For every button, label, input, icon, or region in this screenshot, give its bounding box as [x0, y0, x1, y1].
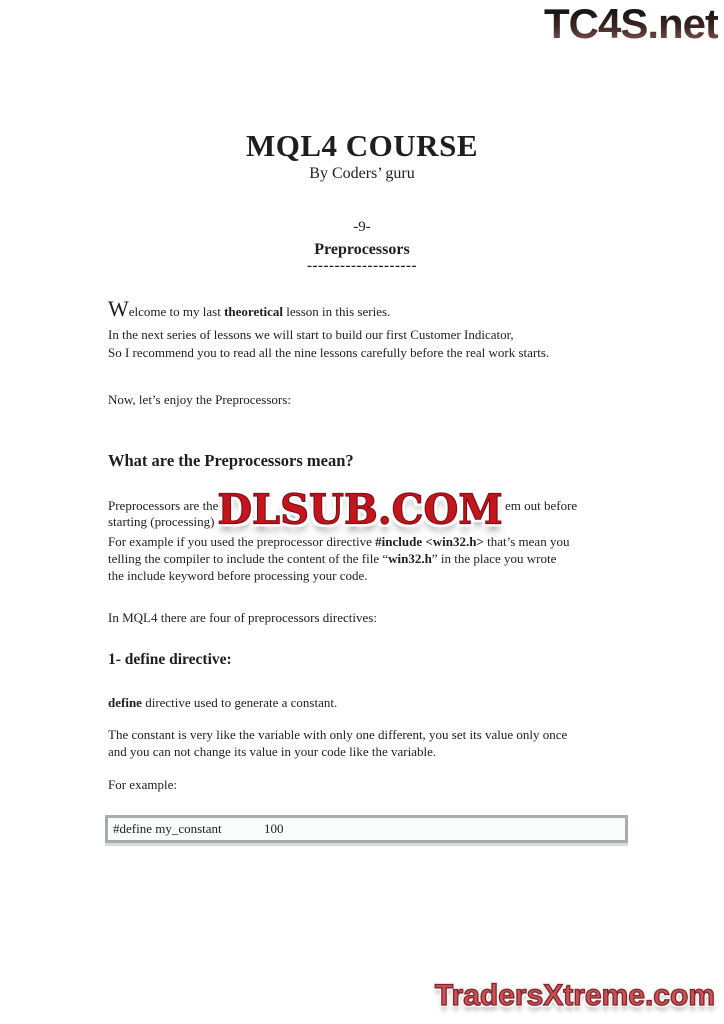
para-text: ” in the place you wrote: [431, 551, 557, 566]
para-text: that’s mean you: [483, 534, 570, 549]
section-heading-define: 1- define directive:: [108, 651, 232, 668]
dlsub-watermark: DLSUB.COM: [217, 484, 503, 534]
course-byline: By Coders’ guru: [309, 165, 415, 182]
obscured-line-1-left: Preprocessors are the: [108, 498, 219, 513]
course-title: MQL4 COURSE: [246, 128, 478, 163]
intro-text: lesson in this series.: [283, 304, 391, 319]
lesson-number: -9-: [353, 219, 371, 235]
define-para-2-line-1: The constant is very like the variable with only one different, you set its value only once: [108, 727, 568, 742]
define-para-2-line-2: and you can not change its value in your code like the variable.: [108, 744, 437, 759]
obscured-line-1-right: em out before: [505, 498, 578, 513]
para-bold: #include <win32.h>: [375, 534, 484, 549]
para-text: directive used to generate a constant.: [141, 695, 338, 710]
lesson-title: Preprocessors: [314, 241, 410, 258]
tradersxtreme-site-logo: TradersXtreme.com: [434, 979, 715, 1012]
define-para-1: [108, 694, 337, 712]
para-text: telling the compiler to include the content of the file “: [108, 551, 389, 566]
intro-line-2: In the next series of lessons we will start to build our first Customer Indicator,: [108, 327, 514, 342]
para-text: For example if you used the preprocessor directive: [108, 534, 376, 549]
divider-dashes: --------------------: [307, 258, 417, 274]
obscured-line-2: starting (processing): [108, 514, 215, 529]
example-para-line-1: [108, 533, 569, 551]
para-bold: define: [108, 695, 142, 710]
lead-in-line: Now, let’s enjoy the Preprocessors:: [108, 392, 291, 407]
intro-bold-word: theoretical: [224, 304, 284, 319]
intro-text: elcome to my last: [128, 304, 225, 319]
section-heading-what: What are the Preprocessors mean?: [108, 451, 354, 470]
code-directive-text: #define my_constant: [113, 821, 222, 836]
directives-count-line: In MQL4 there are four of preprocessors directives:: [108, 610, 377, 625]
para-bold: win32.h: [388, 551, 432, 566]
for-example-label: For example:: [108, 777, 177, 792]
example-para-line-3: [108, 567, 368, 585]
code-snippet-box: [105, 815, 628, 843]
tc4s-site-logo: TC4S.net: [543, 0, 718, 47]
welcome-dropcap: W: [108, 296, 129, 321]
intro-line-3: So I recommend you to read all the nine lessons carefully before the real work starts.: [108, 345, 550, 360]
example-para-line-2: [108, 550, 556, 568]
para-text: the include keyword before processing your code.: [108, 568, 368, 583]
code-value-text: 100: [264, 821, 284, 836]
intro-line-1: [108, 296, 391, 321]
